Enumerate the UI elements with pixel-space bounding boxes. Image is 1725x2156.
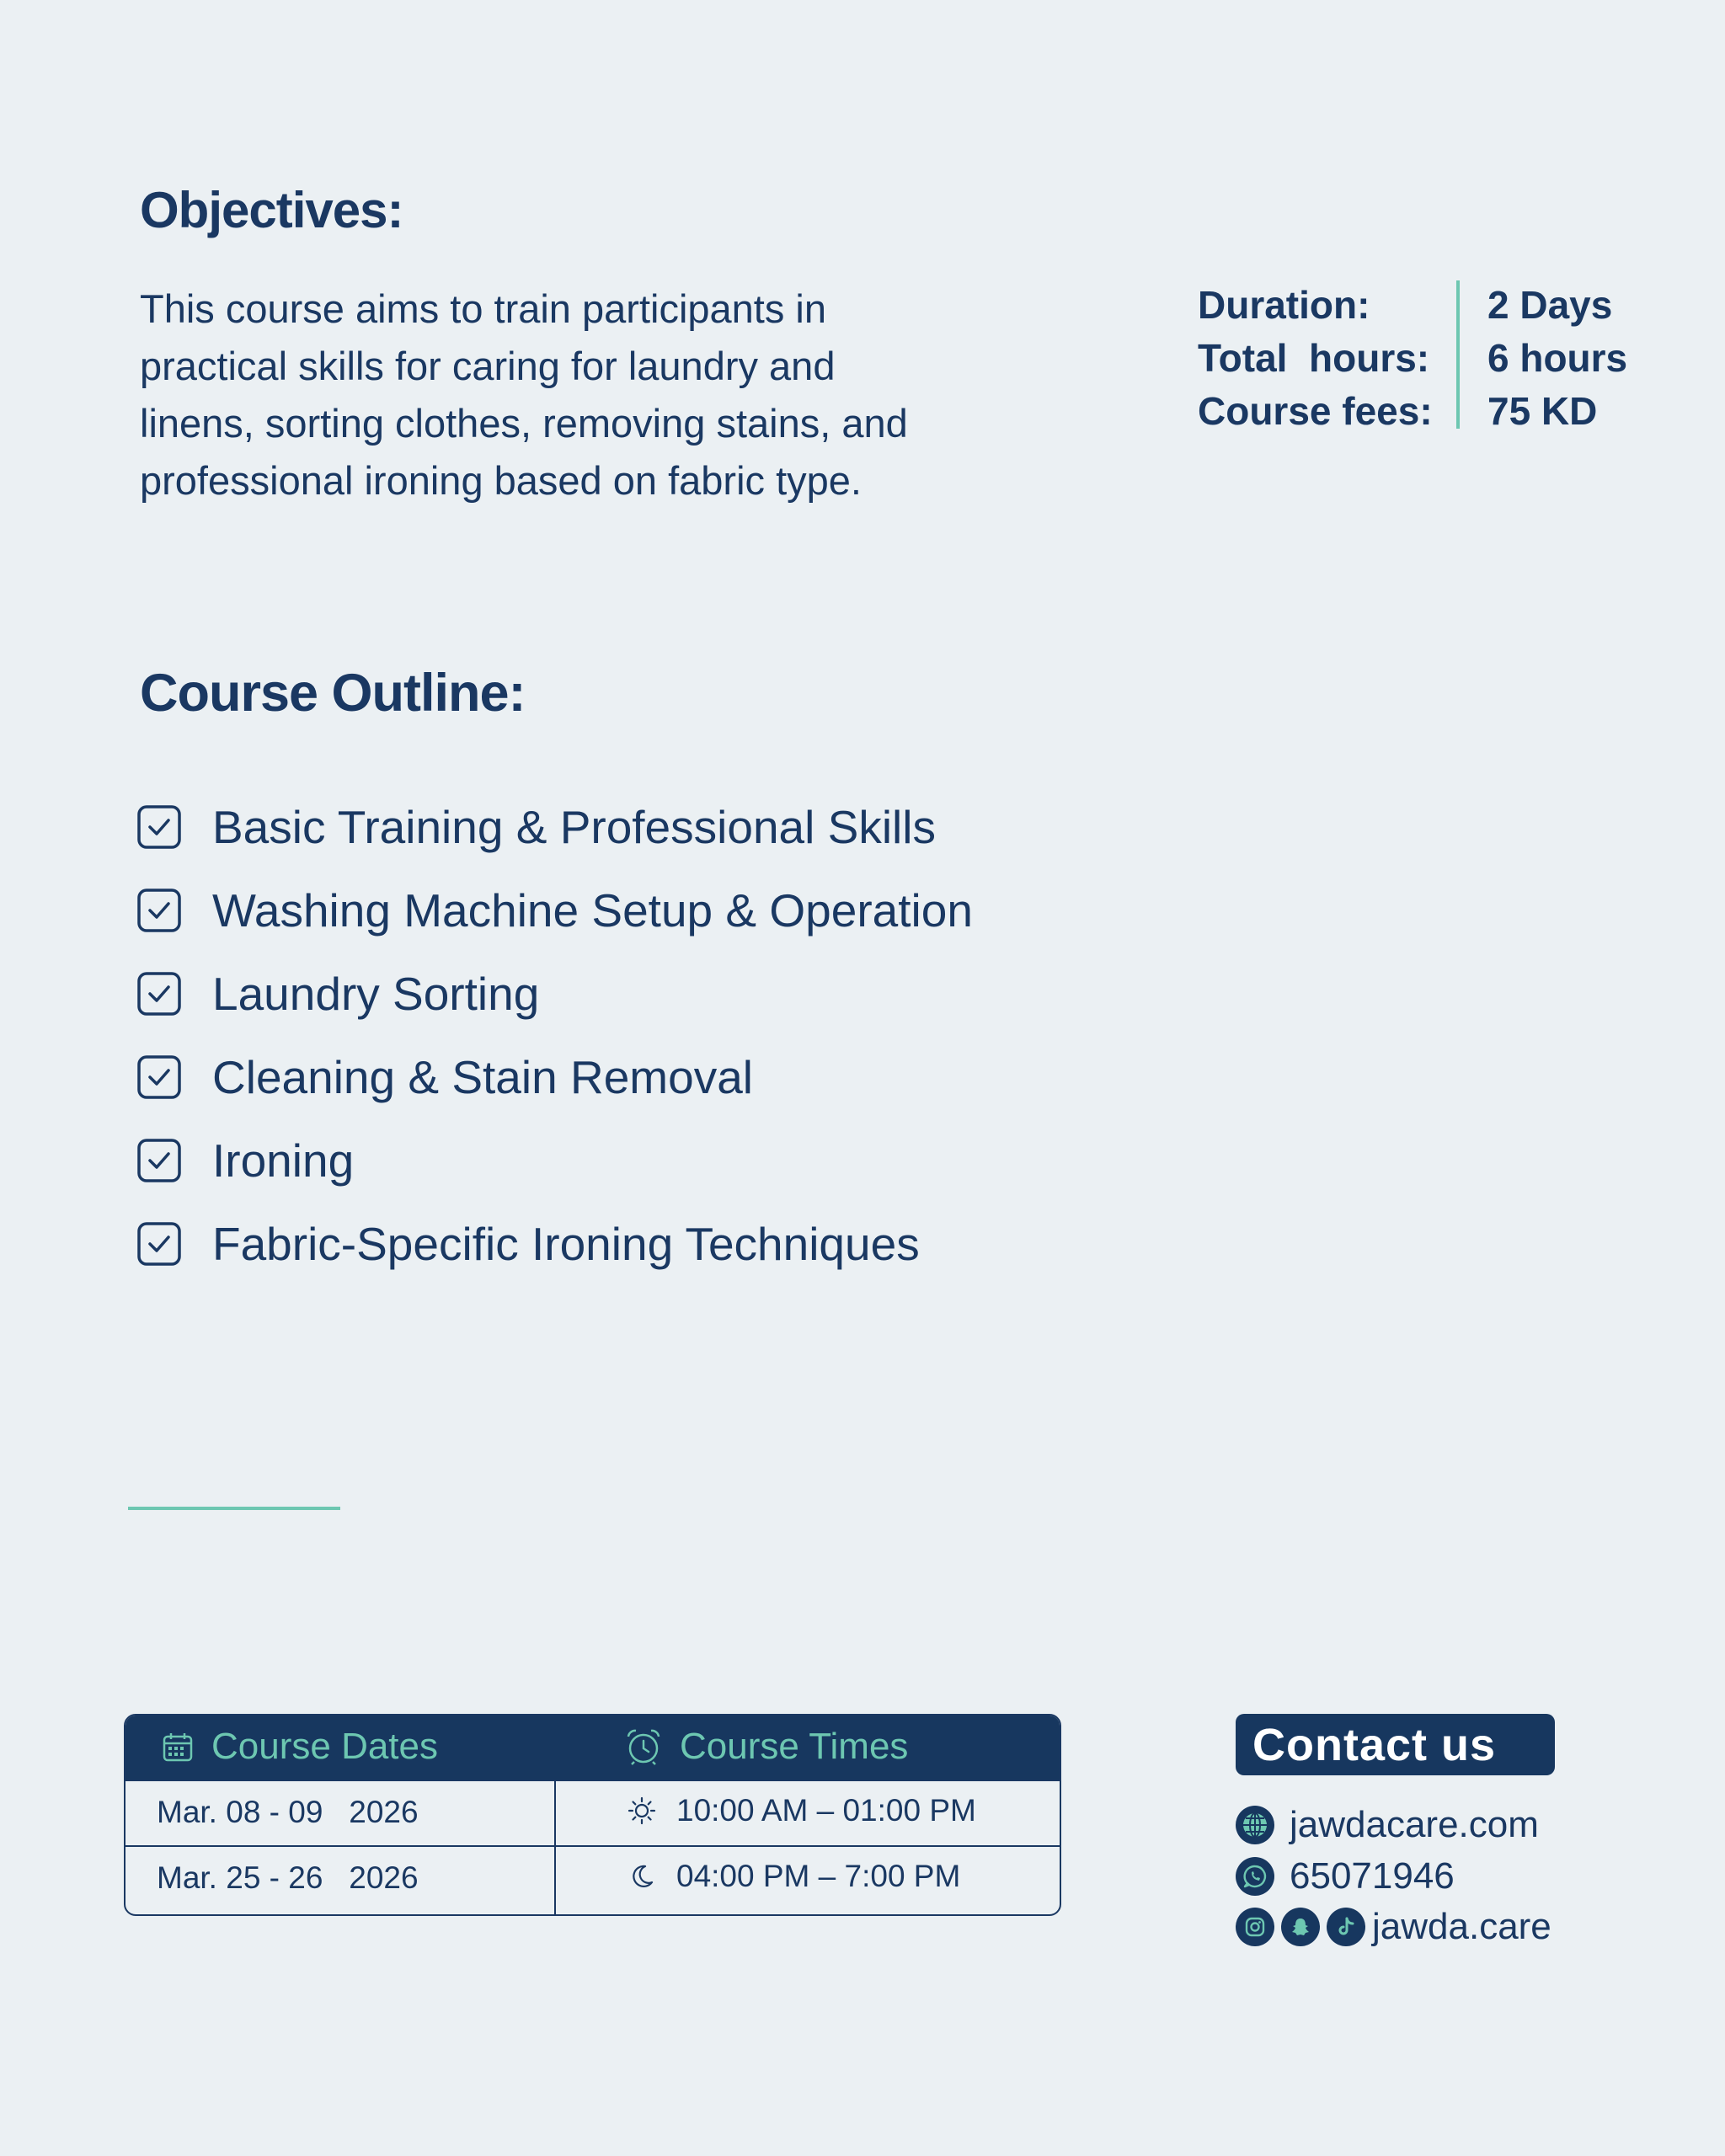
outline-item [136, 1035, 973, 1118]
outline-item [136, 868, 973, 952]
outline-item [136, 1202, 973, 1285]
duration-value: 2 Days [1487, 282, 1613, 327]
schedule-row [126, 1780, 1060, 1840]
fees-value: 75 KD [1487, 388, 1598, 433]
outline-list [136, 785, 973, 1285]
fees-row [1198, 384, 1627, 437]
outline-item-label: Laundry Sorting [212, 967, 540, 1020]
website-link[interactable]: jawdacare.com [1290, 1804, 1539, 1845]
schedule-time-cell [628, 1859, 960, 1894]
schedule-time: 10:00 AM – 01:00 PM [676, 1793, 976, 1828]
objectives-text: This course aims to train participants in practical skills for caring for laundry and linens, sorting clothes, removing stains, and professional ironing based on fabric type. [140, 286, 908, 503]
hours-row [1198, 331, 1627, 384]
outline-item-label: Basic Training & Professional Skills [212, 800, 936, 853]
sun-icon [628, 1796, 656, 1825]
dates-header [161, 1726, 438, 1768]
info-divider [1456, 280, 1460, 429]
fees-label: Course fees: [1198, 388, 1433, 433]
dates-header-label: Course Dates [211, 1726, 439, 1767]
schedule-header [126, 1716, 1060, 1780]
hours-label: Total hours: [1198, 335, 1430, 380]
times-header-label: Course Times [680, 1726, 909, 1767]
column-divider [554, 1780, 556, 1916]
moon-icon [628, 1862, 656, 1891]
hours-value: 6 hours [1487, 335, 1628, 380]
alarm-clock-icon [624, 1727, 663, 1766]
schedule-date: Mar. 25 - 26 2026 [157, 1860, 419, 1895]
duration-row [1198, 278, 1627, 331]
whatsapp-icon [1236, 1857, 1274, 1896]
calendar-icon [161, 1730, 195, 1764]
schedule-row [126, 1845, 1060, 1906]
tiktok-icon[interactable] [1327, 1908, 1365, 1946]
social-row[interactable] [1236, 1906, 1551, 1948]
outline-title: Course Outline: [140, 664, 526, 723]
phone-number[interactable]: 65071946 [1290, 1855, 1455, 1897]
outline-item-label: Washing Machine Setup & Operation [212, 883, 973, 937]
times-header [624, 1726, 908, 1768]
outline-item-label: Ironing [212, 1134, 355, 1187]
outline-item [136, 785, 973, 868]
schedule-date: Mar. 08 - 09 2026 [157, 1795, 419, 1829]
checkbox-icon [136, 804, 182, 850]
outline-item [136, 1118, 973, 1202]
contact-title: Contact us [1236, 1714, 1555, 1775]
instagram-icon[interactable] [1236, 1908, 1274, 1946]
checkbox-icon [136, 1221, 182, 1267]
snapchat-icon[interactable] [1281, 1908, 1320, 1946]
schedule-time: 04:00 PM – 7:00 PM [676, 1859, 961, 1893]
website-row[interactable] [1236, 1804, 1539, 1846]
duration-label: Duration: [1198, 282, 1370, 327]
phone-row[interactable] [1236, 1855, 1455, 1897]
outline-item-label: Cleaning & Stain Removal [212, 1050, 754, 1103]
course-info [1198, 278, 1627, 437]
outline-item [136, 952, 973, 1035]
outline-item-label: Fabric-Specific Ironing Techniques [212, 1217, 920, 1270]
objectives-title: Objectives: [140, 182, 403, 238]
globe-icon [1236, 1806, 1274, 1844]
checkbox-icon [136, 971, 182, 1017]
checkbox-icon [136, 888, 182, 933]
accent-divider [128, 1507, 340, 1510]
checkbox-icon [136, 1138, 182, 1183]
schedule-table [124, 1714, 1061, 1916]
checkbox-icon [136, 1054, 182, 1100]
schedule-time-cell [628, 1793, 976, 1828]
social-handle[interactable]: jawda.care [1372, 1906, 1551, 1947]
